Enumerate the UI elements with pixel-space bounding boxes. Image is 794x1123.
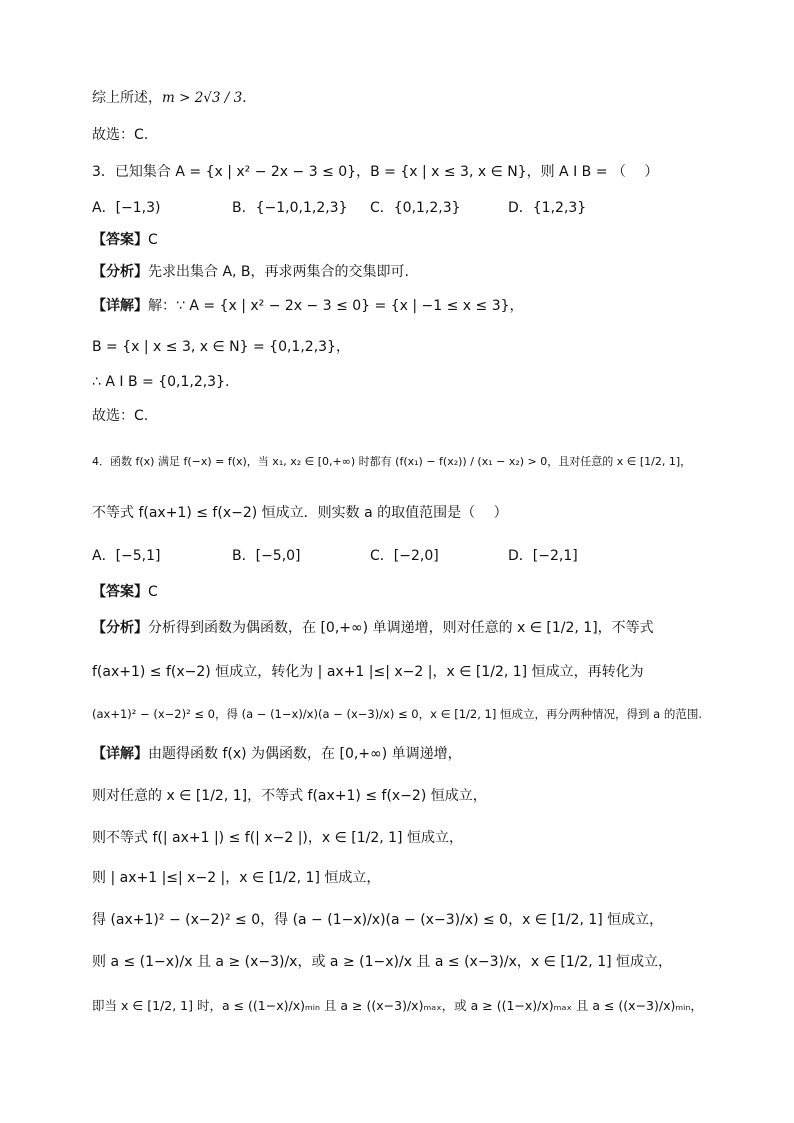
detail-4-line-6: 则 a ≤ (1−x)/x 且 a ≥ (x−3)/x，或 a ≥ (1−x)/x 且 a ≤ (x−3)/x，x ∈ [1/2, 1] 恒成立，	[92, 954, 673, 970]
detail-text: 解：∵ A = {x | x² − 2x − 3 ≤ 0} = {x | −1 ≤ x ≤ 3}，	[148, 298, 524, 314]
analysis-4-line-1	[92, 618, 714, 638]
detail-3-line-4: 故选：C.	[92, 408, 149, 424]
conclusion-line	[92, 88, 714, 108]
analysis-3-line	[92, 262, 714, 282]
analysis-4-line-2: f(ax+1) ≤ f(x−2) 恒成立，转化为 | ax+1 |≤| x−2 |，x ∈ [1/2, 1] 恒成立，再转化为	[92, 664, 644, 680]
conclusion-formula: m > 2√3 / 3.	[162, 90, 247, 106]
analysis-4-line-3: (ax+1)² − (x−2)² ≤ 0，得 (a − (1−x)/x)(a − (x−3)/x) ≤ 0，x ∈ [1/2, 1] 恒成立，再分两种情况，得到 a 的范围.	[92, 707, 703, 721]
detail-3-line-3: ∴ A I B = {0,1,2,3}.	[92, 374, 230, 390]
answer-4-line	[92, 582, 714, 602]
conclusion-text: 综上所述，	[92, 90, 162, 106]
analysis-tag: 【分析】	[92, 620, 148, 636]
answer-value: C	[148, 232, 158, 248]
detail-3-line-1	[92, 296, 714, 316]
question-3-stem: 3．已知集合 A = {x | x² − 2x − 3 ≤ 0}，B = {x | x ≤ 3, x ∈ N}，则 A I B = （ ）	[92, 164, 659, 180]
option-b: B．{−1,0,1,2,3}	[232, 200, 348, 216]
analysis-text: 先求出集合 A, B，再求两集合的交集即可.	[148, 264, 409, 280]
option-c: C．[−2,0]	[370, 548, 439, 564]
detail-4-line-7: 即当 x ∈ [1/2, 1] 时，a ≤ ((1−x)/x)ₘᵢₙ 且 a ≥ ((x−3)/x)ₘₐₓ，或 a ≥ ((1−x)/x)ₘₐₓ 且 a ≤ ((x−3)/x)ₘᵢₙ，	[92, 998, 703, 1013]
detail-4-line-4: 则 | ax+1 |≤| x−2 |，x ∈ [1/2, 1] 恒成立，	[92, 870, 381, 886]
answer-value: C	[148, 584, 158, 600]
detail-4-line-5: 得 (ax+1)² − (x−2)² ≤ 0，得 (a − (1−x)/x)(a − (x−3)/x) ≤ 0，x ∈ [1/2, 1] 恒成立，	[92, 912, 664, 928]
option-d: D．[−2,1]	[508, 548, 578, 564]
option-a: A．[−5,1]	[92, 548, 161, 564]
choice-line-prev: 故选：C.	[92, 127, 149, 143]
detail-text: 由题得函数 f(x) 为偶函数，在 [0,+∞) 单调递增，	[148, 746, 462, 762]
detail-3-line-2: B = {x | x ≤ 3, x ∈ N} = {0,1,2,3}，	[92, 339, 350, 355]
detail-4-line-3: 则不等式 f(| ax+1 |) ≤ f(| x−2 |)，x ∈ [1/2, 1] 恒成立，	[92, 830, 463, 846]
detail-tag: 【详解】	[92, 746, 148, 762]
question-4-stem-2: 不等式 f(ax+1) ≤ f(x−2) 恒成立．则实数 a 的取值范围是（ ）	[92, 505, 508, 521]
option-d: D．{1,2,3}	[508, 200, 587, 216]
detail-4-line-2: 则对任意的 x ∈ [1/2, 1]，不等式 f(ax+1) ≤ f(x−2) 恒成立，	[92, 788, 487, 804]
analysis-text: 分析得到函数为偶函数，在 [0,+∞) 单调递增，则对任意的 x ∈ [1/2, 1]，不等式	[148, 620, 654, 636]
answer-tag: 【答案】	[92, 584, 148, 600]
option-b: B．[−5,0]	[232, 548, 301, 564]
option-c: C．{0,1,2,3}	[370, 200, 461, 216]
answer-3-line	[92, 230, 714, 250]
answer-tag: 【答案】	[92, 232, 148, 248]
detail-4-line-1	[92, 744, 714, 764]
option-a: A．[−1,3)	[92, 200, 161, 216]
question-4-stem-1: 4．函数 f(x) 满足 f(−x) = f(x)，当 x₁, x₂ ∈ [0,+∞) 时都有 (f(x₁) − f(x₂)) / (x₁ − x₂) > 0，且对任意的 x ∈ [1/2, 1]，	[92, 455, 692, 468]
analysis-tag: 【分析】	[92, 264, 148, 280]
detail-tag: 【详解】	[92, 298, 148, 314]
